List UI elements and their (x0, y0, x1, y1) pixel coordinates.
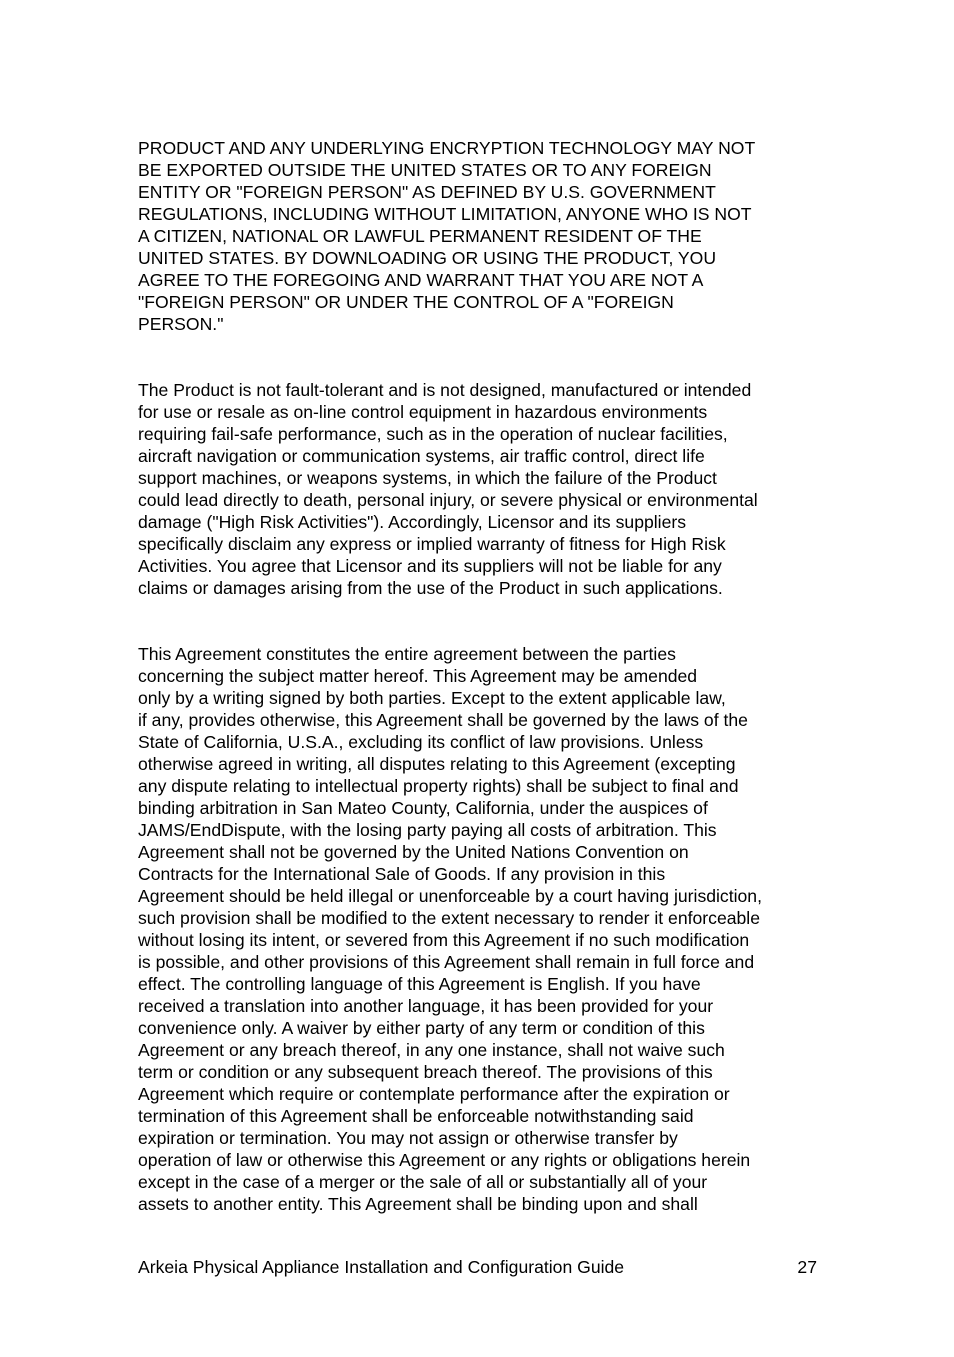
export-restriction-paragraph: PRODUCT AND ANY UNDERLYING ENCRYPTION TECHNOLOGY MAY NOT BE EXPORTED OUTSIDE THE UNITED STATES OR TO ANY FOREIGN ENTITY OR "FOREIGN PERSON" AS DEFINED BY U.S. GOVERNMENT REGULATIONS, INCLUDING WITHOUT LIMITATION, ANYONE WHO IS NOT A CITIZEN, NATIONAL OR LAWFUL PERMANENT RESIDENT OF THE UNITED STATES. BY DOWNLOADING OR USING THE PRODUCT, YOU AGREE TO THE FOREGOING AND WARRANT THAT YOU ARE NOT A "FOREIGN PERSON" OR UNDER THE CONTROL OF A "FOREIGN PERSON." (138, 138, 756, 334)
footer-page-number: 27 (797, 1257, 817, 1277)
page-footer (138, 1256, 817, 1278)
footer-guide-title: Arkeia Physical Appliance Installation and Configuration Guide (138, 1257, 625, 1277)
fault-tolerance-paragraph: The Product is not fault-tolerant and is not designed, manufactured or intended for use or resale as on-line control equipment in hazardous environments requiring fail-safe performance, such as in the operation of nuclear facilities, aircraft navigation or communication systems, air traffic control, direct life support machines, or weapons systems, in which the failure of the Product could lead directly to death, personal injury, or severe physical or environmental damage ("High Risk Activities"). Accordingly, Licensor and its suppliers specifically disclaim any express or implied warranty of fitness for High Risk Activities. You agree that Licensor and its suppliers will not be liable for any claims or damages arising from the use of the Product in such applications. (138, 380, 758, 598)
entire-agreement-paragraph: This Agreement constitutes the entire agreement between the parties concerning the subject matter hereof. This Agreement may be amended only by a writing signed by both parties. Except to the extent applicable law, if any, provides otherwise, this Agreement shall be governed by the laws of the State of California, U.S.A., excluding its conflict of law provisions. Unless otherwise agreed in writing, all disputes relating to this Agreement (excepting any dispute relating to intellectual property rights) shall be subject to final and binding arbitration in San Mateo County, California, under the auspices of JAMS/EndDispute, with the losing party paying all costs of arbitration. This Agreement shall not be governed by the United Nations Convention on Contracts for the International Sale of Goods. If any provision in this Agreement should be held illegal or unenforceable by a court having jurisdiction, such provision shall be modified to the extent necessary to render it enforceable without losing its intent, or severed from this Agreement if no such modification is possible, and other provisions of this Agreement shall remain in full force and effect. The controlling language of this Agreement is English. If you have received a translation into another language, it has been provided for your convenience only. A waiver by either party of any term or condition of this Agreement or any breach thereof, in any one instance, shall not waive such term or condition or any subsequent breach thereof. The provisions of this Agreement which require or contemplate performance after the expiration or termination of this Agreement shall be enforceable notwithstanding said expiration or termination. You may not assign or otherwise transfer by operation of law or otherwise this Agreement or any rights or obligations herein except in the case of a merger or the sale of all or substantially all of your assets to another entity. This Agreement shall be binding upon and shall (138, 644, 762, 1214)
